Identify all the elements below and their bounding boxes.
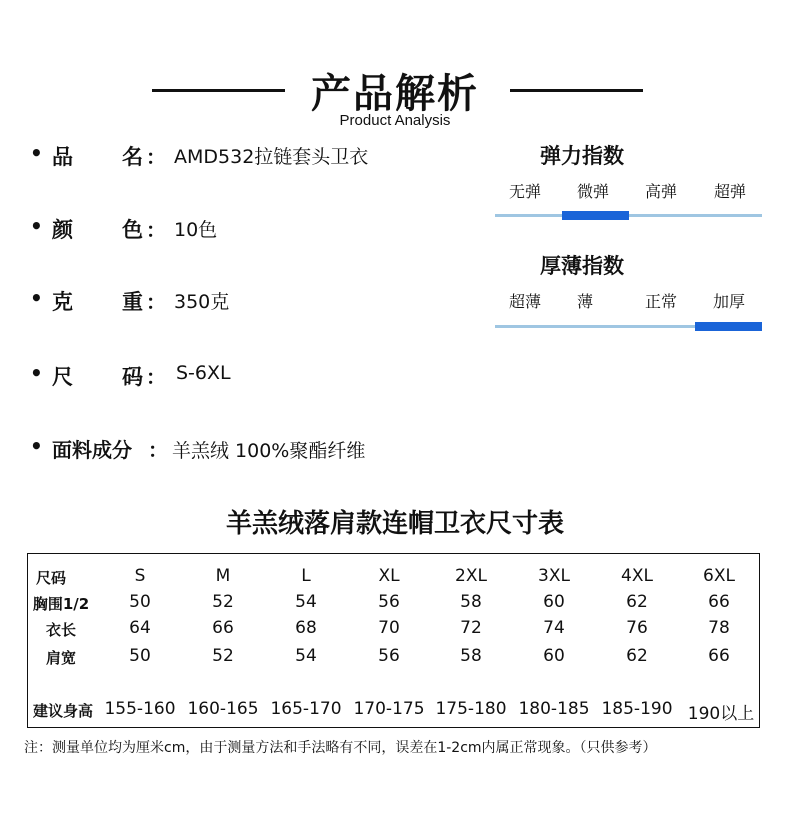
colon: ： bbox=[146, 365, 166, 389]
measure-cell: 58 bbox=[460, 646, 482, 666]
size-table bbox=[27, 553, 760, 728]
label-size-a: 尺 bbox=[52, 365, 73, 389]
measure-row-label: 胸围1/2 bbox=[32, 595, 90, 613]
size-column-header: XL bbox=[378, 566, 400, 586]
measure-cell: 50 bbox=[129, 646, 151, 666]
thickness-title: 厚薄指数 bbox=[540, 254, 624, 278]
colon: ： bbox=[146, 290, 166, 314]
thickness-selected-marker bbox=[695, 322, 762, 331]
label-weight-b: 重 bbox=[122, 290, 143, 314]
elasticity-option: 高弹 bbox=[644, 182, 677, 201]
measure-cell: 56 bbox=[378, 646, 400, 666]
measure-cell: 66 bbox=[708, 592, 730, 612]
measure-cell: 52 bbox=[212, 646, 234, 666]
measure-cell: 62 bbox=[626, 646, 648, 666]
elasticity-option: 超弹 bbox=[713, 182, 746, 201]
product-size-value: S-6XL bbox=[176, 362, 231, 384]
measurement-note: 注：测量单位均为厘米cm，由于测量方法和手法略有不同，误差在1-2cm内属正常现象。（只供参考） bbox=[24, 740, 657, 756]
measure-cell: 66 bbox=[212, 618, 234, 638]
label-name-a: 品 bbox=[52, 145, 73, 169]
product-name-value: AMD532拉链套头卫衣 bbox=[174, 146, 369, 168]
measure-cell: 68 bbox=[295, 618, 317, 638]
label-size-b: 码 bbox=[122, 365, 143, 389]
product-weight-value: 350克 bbox=[174, 291, 230, 313]
label-color-b: 色 bbox=[122, 218, 143, 242]
size-column-header: 2XL bbox=[455, 566, 487, 586]
measure-cell: 74 bbox=[543, 618, 565, 638]
measure-cell: 72 bbox=[460, 618, 482, 638]
height-cell: 165-170 bbox=[270, 699, 342, 719]
size-column-header: 3XL bbox=[538, 566, 570, 586]
colon: ： bbox=[146, 145, 166, 169]
size-table-title: 羊羔绒落肩款连帽卫衣尺寸表 bbox=[225, 509, 564, 539]
height-cell: 155-160 bbox=[104, 699, 176, 719]
measure-cell: 60 bbox=[543, 592, 565, 612]
measure-cell: 76 bbox=[626, 618, 648, 638]
measure-cell: 60 bbox=[543, 646, 565, 666]
bullet: • bbox=[30, 361, 43, 385]
colon: ： bbox=[146, 218, 166, 242]
elasticity-option: 无弹 bbox=[508, 182, 541, 201]
measure-cell: 70 bbox=[378, 618, 400, 638]
size-column-header: 4XL bbox=[621, 566, 653, 586]
bullet: • bbox=[30, 286, 43, 310]
measure-cell: 54 bbox=[295, 592, 317, 612]
measure-cell: 58 bbox=[460, 592, 482, 612]
label-color-a: 颜 bbox=[52, 218, 73, 242]
height-cell: 170-175 bbox=[353, 699, 425, 719]
thickness-option: 正常 bbox=[644, 292, 677, 311]
bullet: • bbox=[30, 141, 43, 165]
page-title: 产品解析 bbox=[311, 71, 479, 117]
measure-cell: 78 bbox=[708, 618, 730, 638]
height-cell: 175-180 bbox=[435, 699, 507, 719]
height-cell: 180-185 bbox=[518, 699, 590, 719]
product-color-value: 10色 bbox=[174, 219, 218, 241]
measure-row-label: 衣长 bbox=[45, 621, 76, 639]
height-cell: 190以上 bbox=[687, 704, 755, 724]
bullet: • bbox=[30, 214, 43, 238]
elasticity-option: 微弹 bbox=[576, 182, 609, 201]
size-column-header: L bbox=[301, 566, 311, 586]
measure-cell: 52 bbox=[212, 592, 234, 612]
height-cell: 185-190 bbox=[601, 699, 673, 719]
page-subtitle: Product Analysis bbox=[339, 112, 451, 129]
measure-cell: 64 bbox=[129, 618, 151, 638]
measure-cell: 56 bbox=[378, 592, 400, 612]
size-header-label: 尺码 bbox=[35, 569, 66, 587]
height-cell: 160-165 bbox=[187, 699, 259, 719]
elasticity-title: 弹力指数 bbox=[540, 144, 624, 168]
product-material-value: 羊羔绒 100%聚酯纤维 bbox=[172, 440, 366, 462]
measure-cell: 54 bbox=[295, 646, 317, 666]
label-material: 面料成分 bbox=[52, 438, 132, 462]
measure-cell: 50 bbox=[129, 592, 151, 612]
measure-cell: 62 bbox=[626, 592, 648, 612]
size-column-header: 6XL bbox=[703, 566, 735, 586]
thickness-option: 薄 bbox=[576, 292, 593, 311]
measure-cell: 66 bbox=[708, 646, 730, 666]
size-column-header: S bbox=[134, 566, 146, 586]
elasticity-scale-bar bbox=[495, 214, 762, 217]
bullet: • bbox=[30, 434, 43, 458]
label-weight-a: 克 bbox=[52, 290, 73, 314]
height-row-label: 建议身高 bbox=[32, 702, 93, 720]
colon: ： bbox=[148, 438, 168, 462]
size-column-header: M bbox=[215, 566, 231, 586]
thickness-option: 加厚 bbox=[712, 292, 745, 311]
measure-row-label: 肩宽 bbox=[45, 649, 76, 667]
elasticity-selected-marker bbox=[562, 211, 629, 220]
thickness-option: 超薄 bbox=[508, 292, 541, 311]
label-name-b: 名 bbox=[122, 145, 143, 169]
